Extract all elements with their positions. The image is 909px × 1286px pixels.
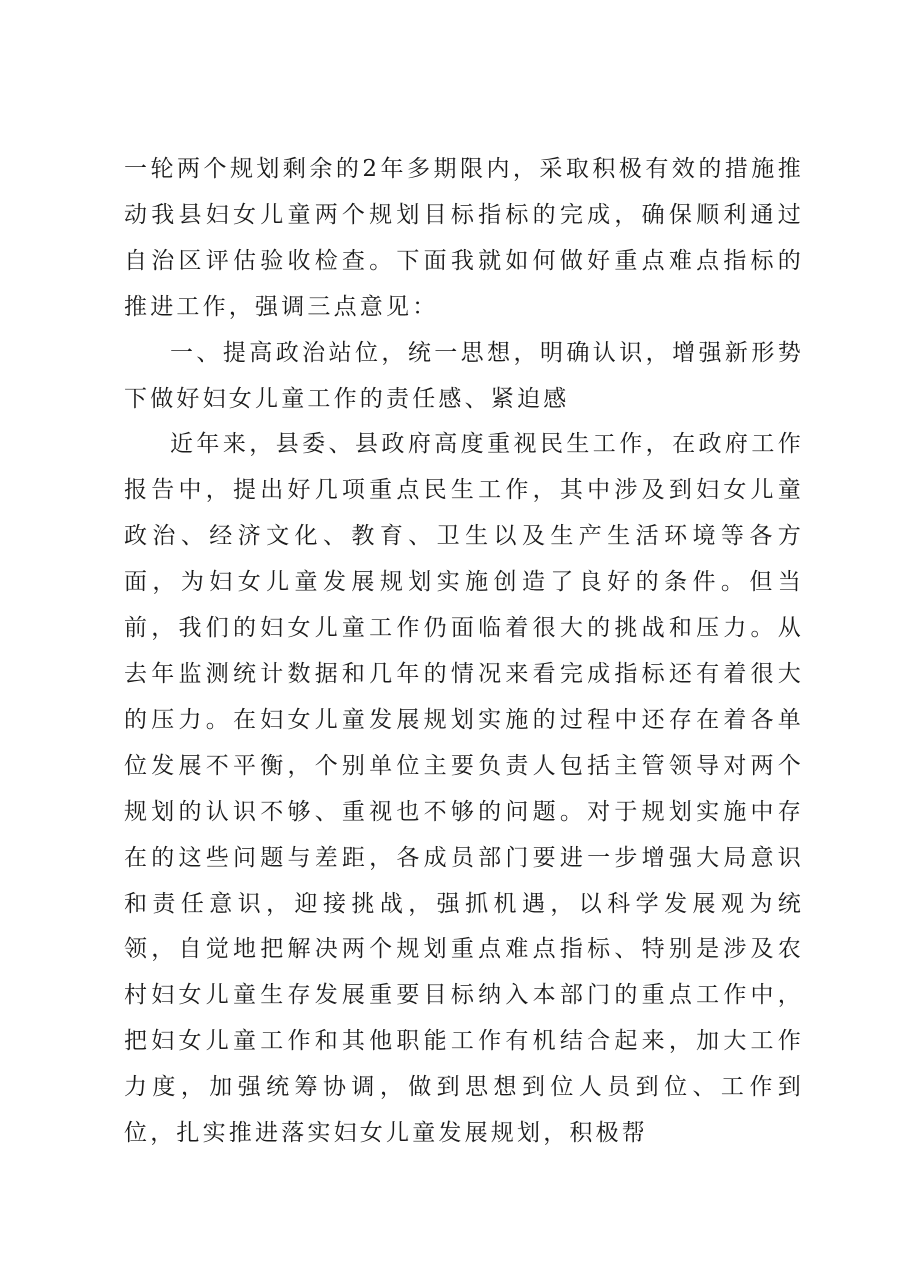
document-page (124, 147, 804, 1157)
paragraph-body: 近年来，县委、县政府高度重视民生工作，在政府工作报告中，提出好几项重点民生工作，其中涉及到妇女儿童政治、经济文化、教育、卫生以及生产生活环境等各方面，为妇女儿童发展规划实施创造了良好的条件。但当前，我们的妇女儿童工作仍面临着很大的挑战和压力。从去年监测统计数据和几年的情况来看完成指标还有着很大的压力。在妇女儿童发展规划实施的过程中还存在着各单位发展不平衡，个别单位主要负责人包括主管领导对两个规划的认识不够、重视也不够的问题。对于规划实施中存在的这些问题与差距，各成员部门要进一步增强大局意识和责任意识，迎接挑战，强抓机遇，以科学发展观为统领，自觉地把解决两个规划重点难点指标、特别是涉及农村妇女儿童生存发展重要目标纳入本部门的重点工作中，把妇女儿童工作和其他职能工作有机结合起来，加大工作力度，加强统筹协调，做到思想到位人员到位、工作到位，扎实推进落实妇女儿童发展规划，积极帮 (124, 431, 804, 1147)
paragraph-continuation: 一轮两个规划剩余的2年多期限内，采取积极有效的措施推动我县妇女儿童两个规划目标指标的完成，确保顺利通过自治区评估验收检查。下面我就如何做好重点难点指标的推进工作，强调三点意见： (124, 156, 804, 320)
section-heading-one: 一、提高政治站位，统一思想，明确认识，增强新形势下做好妇女儿童工作的责任感、紧迫感 (124, 339, 804, 412)
